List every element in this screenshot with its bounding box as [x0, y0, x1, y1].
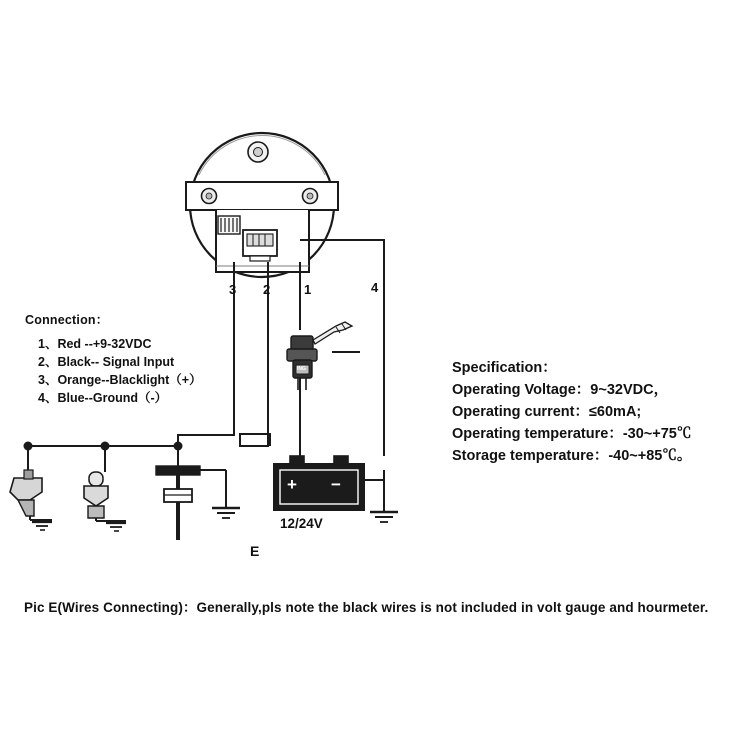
figure-caption: Pic E(Wires Connecting)：Generally,pls note the black wires is not included in volt gauge and hourmeter.: [24, 600, 709, 615]
junction-dots: [174, 442, 182, 450]
battery-minus-label: −: [331, 475, 341, 494]
gauge-top-port-inner: [254, 148, 263, 157]
ground-symbol-battery: [370, 510, 398, 522]
specification-line-4: Storage temperature：-40~+85℃。: [452, 448, 692, 464]
ignition-barrel: [287, 349, 317, 361]
connector-plug-4pin: [243, 230, 277, 261]
specification-line-1: Operating Voltage：9~32VDC，: [452, 382, 669, 398]
ignition-collar: [291, 336, 313, 350]
connection-item-4: 4、Blue--Ground（-）: [38, 391, 168, 405]
ground-label-e: E: [250, 543, 260, 559]
connection-item-2: 2、Black-- Signal Input: [38, 355, 175, 369]
wire-3-backlight: [178, 262, 237, 470]
specification-title: Specification：: [452, 360, 557, 376]
bracket-hole-right-inner: [307, 193, 313, 199]
ignition-key: [313, 322, 352, 344]
battery-plus-terminal: [290, 456, 304, 465]
ground-symbol-center: [212, 470, 240, 518]
terminal-label-2: 2: [263, 282, 271, 297]
bracket-hole-left-inner: [206, 193, 212, 199]
ignition-switch: [287, 322, 352, 390]
specification-line-2: Operating current：≤60mA;: [452, 404, 642, 420]
battery-voltage-label: 12/24V: [280, 516, 323, 531]
battery-plus-label: +: [287, 475, 297, 494]
sensor-bus: [10, 442, 183, 532]
terminal-label-3: 3: [229, 282, 237, 297]
battery-minus-terminal: [334, 456, 348, 465]
gauge-assembly: [186, 133, 338, 277]
ground-rod-assembly: [156, 466, 240, 540]
ignition-label: ING: [297, 366, 306, 372]
terminal-label-4: 4: [371, 280, 379, 295]
sensor-pressure: [84, 472, 126, 531]
sensor-temperature: [10, 470, 52, 530]
specification-line-3: Operating temperature：-30~+75℃: [452, 426, 692, 442]
connection-item-3: 3、Orange--Blacklight（+）: [38, 373, 202, 387]
connector-block-small: [218, 216, 240, 234]
connection-item-1: 1、Red --+9-32VDC: [38, 337, 152, 351]
terminal-label-1: 1: [304, 282, 312, 297]
connection-title: Connection：: [25, 313, 109, 327]
